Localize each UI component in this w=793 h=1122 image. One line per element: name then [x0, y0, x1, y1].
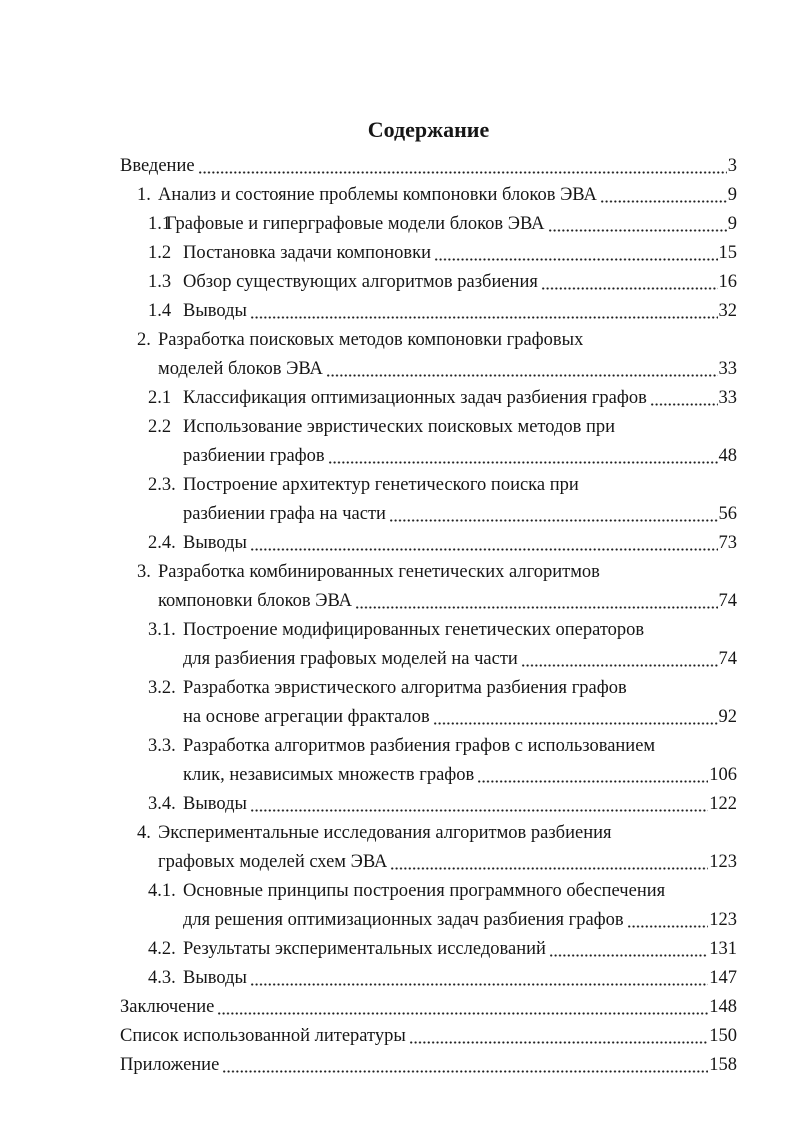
page-number: 106	[709, 765, 737, 785]
toc-entry-3-4	[120, 790, 737, 819]
section-title-continuation: моделей блоков ЭВА	[158, 359, 323, 379]
section-number: 1.	[137, 185, 151, 205]
section-title: Классификация оптимизационных задач разбиения графов	[183, 388, 647, 408]
section-title: Выводы	[183, 794, 247, 814]
dot-leader	[434, 258, 717, 261]
toc-entry-1-4	[120, 297, 737, 326]
toc-entry-conclusion	[120, 993, 737, 1022]
dot-leader	[250, 316, 718, 319]
dot-leader	[389, 519, 718, 522]
toc-entry-appendix	[120, 1051, 737, 1080]
page-number: 158	[709, 1055, 737, 1075]
section-number: 2.1	[148, 388, 172, 408]
section-number: 4.3.	[148, 968, 176, 988]
toc-entry-1-1	[120, 210, 737, 239]
toc-entry-3-1	[120, 616, 737, 645]
section-title-continuation: для разбиения графовых моделей на части	[183, 649, 518, 669]
section-title: Введение	[120, 156, 195, 176]
dot-leader	[355, 606, 717, 609]
toc-entry-2-2-continuation	[120, 442, 737, 471]
toc-entry-4-3	[120, 964, 737, 993]
dot-leader	[198, 171, 727, 174]
dot-leader	[222, 1070, 708, 1073]
page-number: 74	[718, 649, 737, 669]
section-title: Экспериментальные исследования алгоритмов разбиения	[158, 823, 612, 843]
toc-entry-2-1	[120, 384, 737, 413]
dot-leader	[326, 374, 718, 377]
section-number: 1.4	[148, 301, 172, 321]
toc-entry-4	[120, 819, 737, 848]
dot-leader	[217, 1012, 708, 1015]
toc-entry-introduction	[120, 152, 737, 181]
section-title: Разработка поисковых методов компоновки графовых	[158, 330, 584, 350]
dot-leader	[409, 1041, 708, 1044]
section-number: 3.3.	[148, 736, 176, 756]
dot-leader	[250, 809, 708, 812]
toc-entry-3-continuation	[120, 587, 737, 616]
toc-entry-2-2	[120, 413, 737, 442]
toc-entry-3-1-continuation	[120, 645, 737, 674]
toc-entry-4-1-continuation	[120, 906, 737, 935]
dot-leader	[600, 200, 727, 203]
page-number: 33	[718, 359, 737, 379]
section-title: Основные принципы построения программного обеспечения	[183, 881, 666, 901]
page-number: 3	[727, 156, 737, 176]
table-of-contents	[120, 152, 737, 1080]
dot-leader	[250, 548, 718, 551]
toc-entry-2-3	[120, 471, 737, 500]
page-number: 150	[709, 1026, 737, 1046]
toc-entry-3-2	[120, 674, 737, 703]
section-title-continuation: графовых моделей схем ЭВА	[158, 852, 388, 872]
section-title: Построение модифицированных генетических операторов	[183, 620, 645, 640]
section-number: 2.	[137, 330, 151, 350]
page-number: 9	[727, 214, 737, 234]
section-number: 3.4.	[148, 794, 176, 814]
page-number: 15	[718, 243, 737, 263]
section-number: 4.2.	[148, 939, 176, 959]
dot-leader	[390, 867, 708, 870]
section-number: 2.4.	[148, 533, 176, 553]
page-number: 147	[709, 968, 737, 988]
toc-entry-3-3-continuation	[120, 761, 737, 790]
section-number: 4.	[137, 823, 151, 843]
section-title: Результаты экспериментальных исследований	[183, 939, 546, 959]
page-number: 123	[709, 910, 737, 930]
toc-entry-4-1	[120, 877, 737, 906]
dot-leader	[521, 664, 718, 667]
dot-leader	[328, 461, 718, 464]
section-title-continuation: для решения оптимизационных задач разбиения графов	[183, 910, 624, 930]
section-title: Выводы	[183, 301, 247, 321]
dot-leader	[250, 983, 708, 986]
page-number: 123	[709, 852, 737, 872]
toc-entry-1	[120, 181, 737, 210]
page-number: 122	[709, 794, 737, 814]
page-number: 74	[718, 591, 737, 611]
toc-entry-2	[120, 326, 737, 355]
dot-leader	[477, 780, 708, 783]
section-number: 1.3	[148, 272, 172, 292]
dot-leader	[433, 722, 718, 725]
section-title-continuation: компоновки блоков ЭВА	[158, 591, 353, 611]
section-number: 2.3.	[148, 475, 176, 495]
toc-entry-1-3	[120, 268, 737, 297]
toc-entry-4-2	[120, 935, 737, 964]
page-number: 131	[709, 939, 737, 959]
section-title: Разработка алгоритмов разбиения графов с использованием	[183, 736, 656, 756]
section-title: Построение архитектур генетического поиска при	[183, 475, 579, 495]
dot-leader	[548, 229, 727, 232]
page-title: Содержание	[367, 117, 490, 142]
section-title-continuation: клик, независимых множеств графов	[183, 765, 475, 785]
toc-entry-3-2-continuation	[120, 703, 737, 732]
section-title: Постановка задачи компоновки	[183, 243, 432, 263]
toc-entry-2-3-continuation	[120, 500, 737, 529]
section-title: Разработка комбинированных генетических алгоритмов	[158, 562, 600, 582]
section-title-continuation: разбиении графа на части	[183, 504, 386, 524]
toc-entry-3	[120, 558, 737, 587]
section-number: 3.	[137, 562, 151, 582]
page-number: 148	[709, 997, 737, 1017]
section-number: 1.1	[148, 214, 172, 234]
section-number: 4.1.	[148, 881, 176, 901]
section-title: Обзор существующих алгоритмов разбиения	[183, 272, 538, 292]
toc-entry-3-3	[120, 732, 737, 761]
dot-leader	[549, 954, 708, 957]
toc-entry-2-continuation	[120, 355, 737, 384]
section-number: 2.2	[148, 417, 172, 437]
section-title: Заключение	[120, 997, 215, 1017]
page-number: 56	[718, 504, 737, 524]
page-number: 9	[727, 185, 737, 205]
section-title: Использование эвристических поисковых методов при	[183, 417, 616, 437]
section-title: Список использованной литературы	[120, 1026, 406, 1046]
page-number: 32	[718, 301, 737, 321]
toc-entry-4-continuation	[120, 848, 737, 877]
section-title: Выводы	[183, 968, 247, 988]
page-number: 48	[718, 446, 737, 466]
section-title-continuation: разбиении графов	[183, 446, 325, 466]
section-title: Анализ и состояние проблемы компоновки блоков ЭВА	[158, 185, 597, 205]
section-number: 3.1.	[148, 620, 176, 640]
page-number: 92	[718, 707, 737, 727]
toc-entry-1-2	[120, 239, 737, 268]
section-title: Разработка эвристического алгоритма разбиения графов	[183, 678, 627, 698]
section-title: Приложение	[120, 1055, 220, 1075]
dot-leader	[650, 403, 718, 406]
section-number: 3.2.	[148, 678, 176, 698]
toc-entry-references	[120, 1022, 737, 1051]
page-number: 73	[718, 533, 737, 553]
section-title-continuation: на основе агрегации фракталов	[183, 707, 430, 727]
dot-leader	[541, 287, 718, 290]
toc-entry-2-4	[120, 529, 737, 558]
dot-leader	[627, 925, 709, 928]
section-number: 1.2	[148, 243, 172, 263]
page-number: 33	[718, 388, 737, 408]
page-number: 16	[718, 272, 737, 292]
section-title: Выводы	[183, 533, 247, 553]
section-title: Графовые и гиперграфовые модели блоков ЭВА	[166, 214, 545, 234]
